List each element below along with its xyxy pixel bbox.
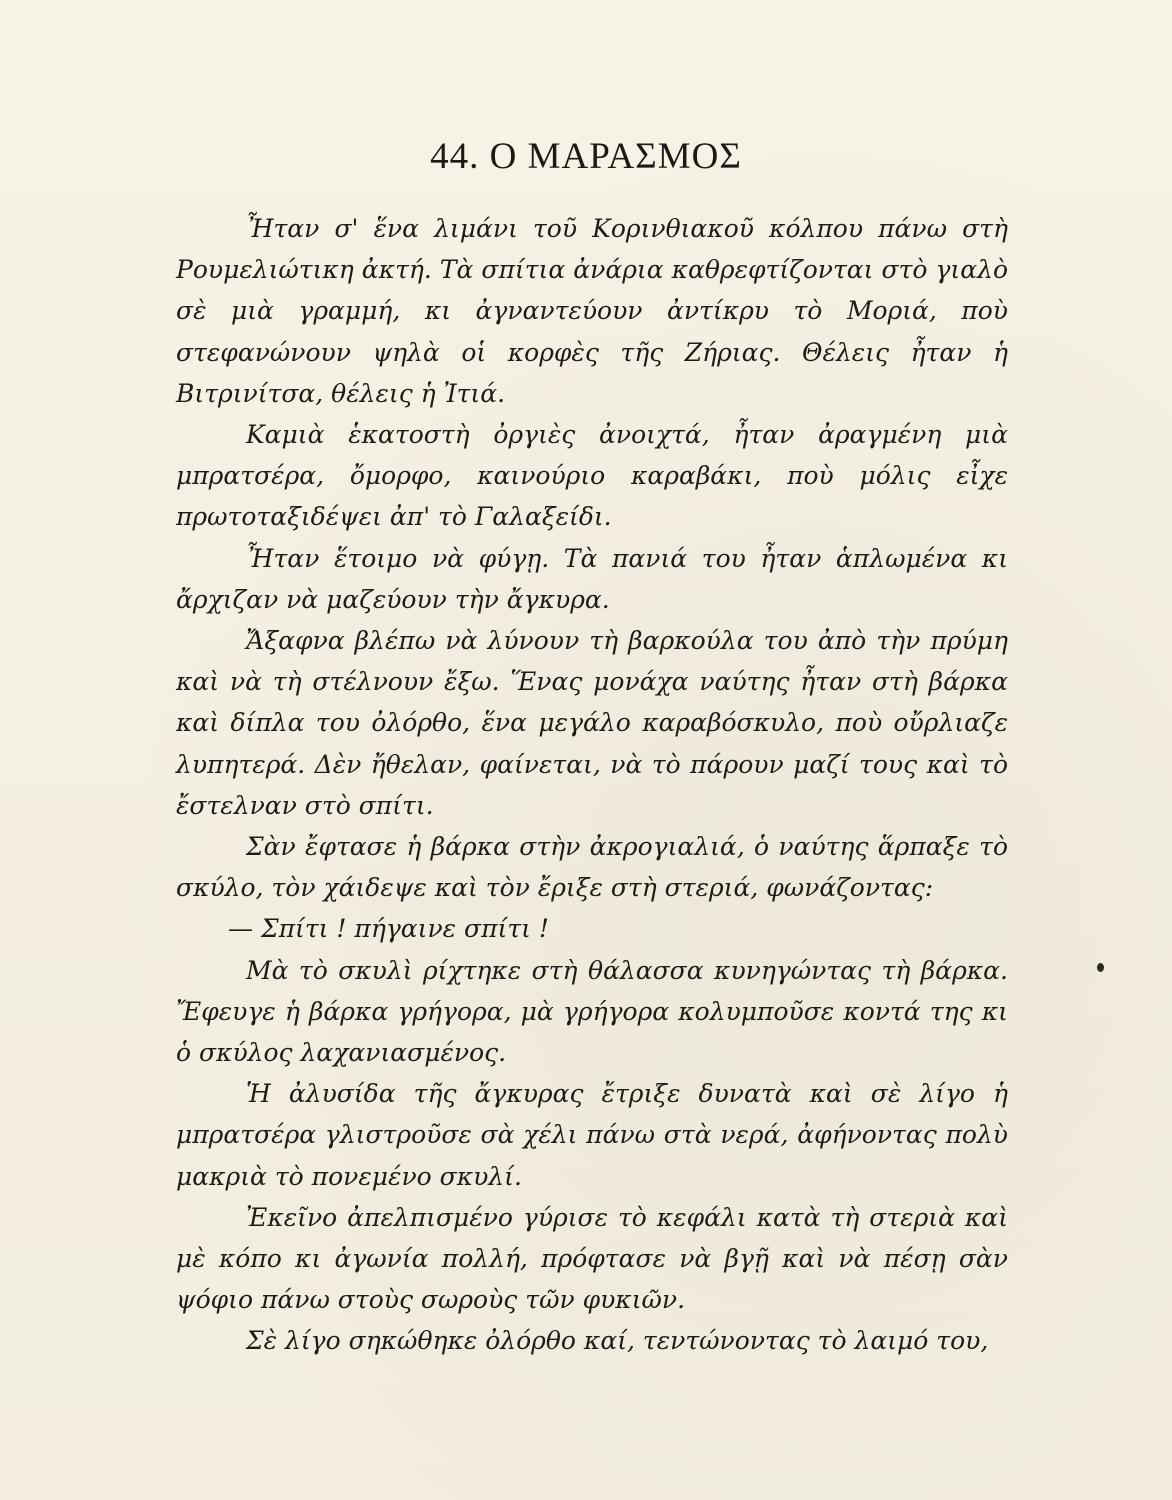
chapter-title: 44. Ο ΜΑΡΑΣΜΟΣ xyxy=(430,136,742,177)
paragraph-4: Ἄξαφνα βλέπω νὰ λύνουν τὴ βαρκούλα του ἀπὸ τὴν πρύμη καὶ νὰ τὴ στέλνουν ἔξω. Ἕνας μονάχα ναύτης ἦταν στὴ βάρκα καὶ δίπλα του ὀλόρθο, ἕνα μεγάλο καραβόσκυλο, ποὺ οὔρλιαζε λυπητερά. Δὲν ἤθελαν, φαίνεται, νὰ τὸ πάρουν μαζί τους καὶ τὸ ἔστελναν στὸ σπίτι. xyxy=(176,626,1008,820)
paragraph-6: Μὰ τὸ σκυλὶ ρίχτηκε στὴ θάλασσα κυνηγώντας τὴ βάρκα. Ἔφευγε ἡ βάρκα γρήγορα, μὰ γρήγορα κολυμποῦσε κοντά της κι ὁ σκύλος λαχανιασμένος. xyxy=(176,955,1008,1068)
paragraph-5: Σὰν ἔφτασε ἡ βάρκα στὴν ἀκρογιαλιά, ὁ ναύτης ἅρπαξε τὸ σκύλο, τὸν χάιδεψε καὶ τὸν ἔριξε στὴ στεριά, φωνάζοντας: xyxy=(176,832,1008,903)
dialogue-line: — Σπίτι ! πήγαινε σπίτι ! xyxy=(228,914,549,944)
ink-speck xyxy=(1097,963,1104,972)
paragraph-3: Ἦταν ἕτοιμο νὰ φύγῃ. Τὰ πανιά του ἦταν ἁπλωμένα κι ἄρχιζαν νὰ μαζεύουν τὴν ἄγκυρα. xyxy=(176,543,1008,614)
paragraph-8: Ἐκεῖνο ἀπελπισμένο γύρισε τὸ κεφάλι κατὰ τὴ στεριὰ καὶ μὲ κόπο κι ἀγωνία πολλή, πρόφτασε νὰ βγῇ καὶ νὰ πέσῃ σὰν ψόφιο πάνω στοὺς σωροὺς τῶν φυκιῶν. xyxy=(176,1202,1008,1315)
paragraph-9: Σὲ λίγο σηκώθηκε ὀλόρθο καί, τεντώνοντας τὸ λαιμό του, xyxy=(246,1326,989,1356)
paragraph-7: Ἡ ἀλυσίδα τῆς ἄγκυρας ἔτριξε δυνατὰ καὶ σὲ λίγο ἡ μπρατσέρα γλιστροῦσε σὰ χέλι πάνω στὰ νερά, ἀφήνοντας πολὺ μακριὰ τὸ πονεμένο σκυλί. xyxy=(176,1079,1008,1191)
paragraph-1: Ἦταν σ' ἕνα λιμάνι τοῦ Κορινθιακοῦ κόλπου πάνω στὴ Ρουμελιώτικη ἀκτή. Τὰ σπίτια ἀνάρια καθρεφτίζονται στὸ γιαλὸ σὲ μιὰ γραμμή, κι ἀγναντεύουν ἀντίκρυ τὸ Μοριά, ποὺ στεφανώνουν ψηλὰ οἱ κορφὲς τῆς Ζήριας. Θέλεις ἦταν ἡ Βιτρινίτσα, θέλεις ἡ Ἰτιά. xyxy=(176,214,1008,408)
chapter-body xyxy=(176,208,1008,1362)
paragraph-2: Καμιὰ ἑκατοστὴ ὀργιὲς ἀνοιχτά, ἦταν ἀραγμένη μιὰ μπρατσέρα, ὄμορφο, καινούριο καραβάκι, ποὺ μόλις εἶχε πρωτοταξιδέψει ἀπ' τὸ Γαλαξείδι. xyxy=(176,420,1008,532)
